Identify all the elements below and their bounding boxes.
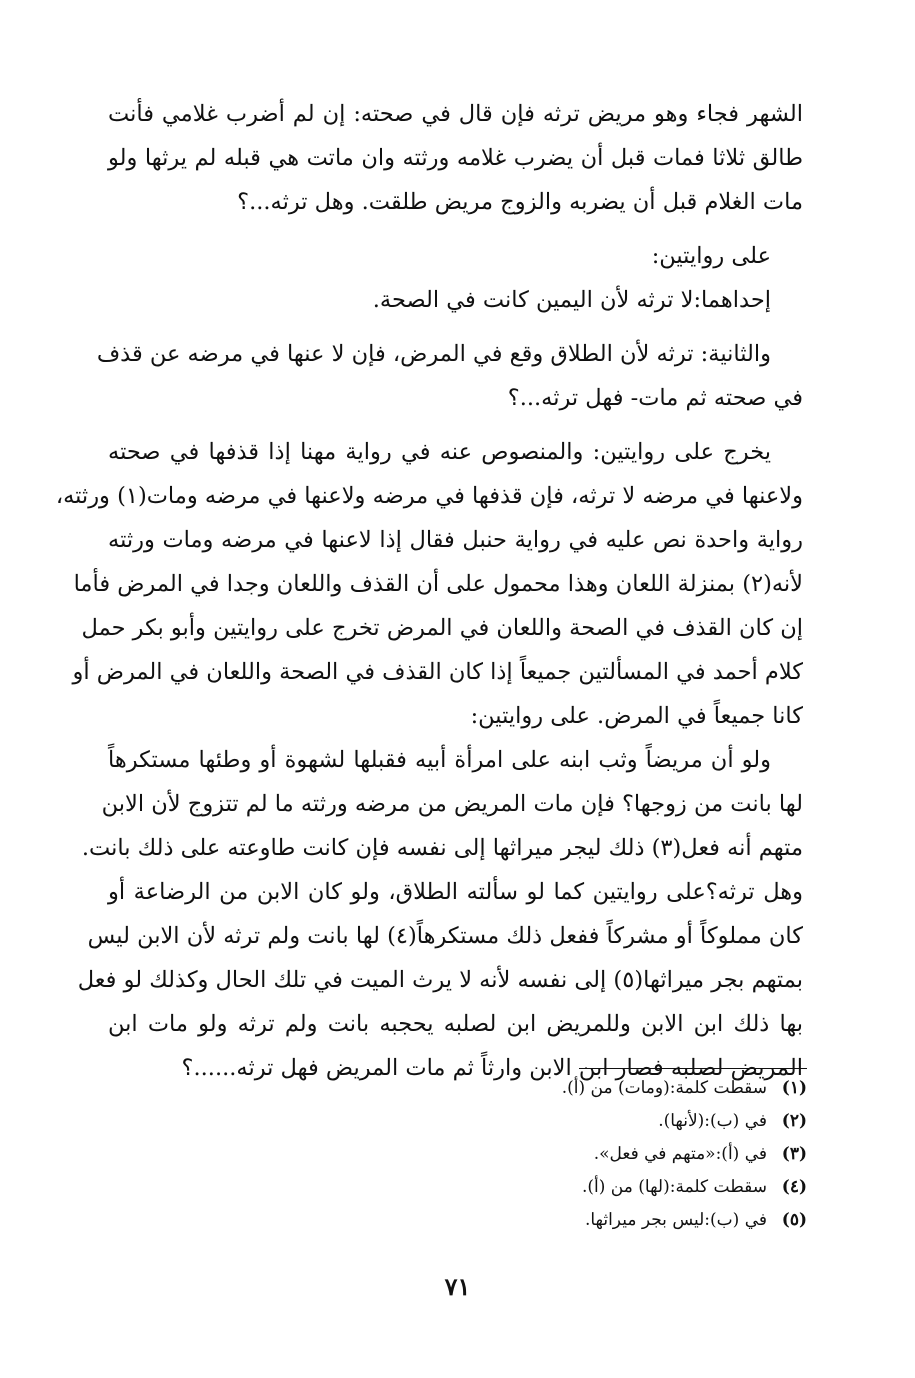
text-line: الشهر فجاء وهو مريض ترثه فإن قال في صحته: إن لم أضرب غلامي فأنت [108, 101, 803, 127]
footnote [387, 1204, 807, 1237]
paragraph-gap [108, 224, 803, 234]
footnote-number: (٢) [781, 1111, 807, 1131]
main-text [55, 92, 803, 1090]
footnote [387, 1105, 807, 1138]
text-line: رواية واحدة نص عليه في رواية حنبل فقال إذا لاعنها في مرضه ومات ورثته [108, 527, 803, 553]
text-line: كانا جميعاً في المرض. على روايتين: [470, 703, 803, 729]
text-line: طالق ثلاثا فمات قبل أن يضرب غلامه ورثته وان ماتت هي قبله لم يرثها ولو [108, 145, 803, 171]
footnote-divider [579, 1068, 807, 1069]
paragraph-gap [108, 420, 803, 430]
footnote-number: (٤) [781, 1177, 807, 1197]
text-line: إن كان القذف في الصحة واللعان في المرض تخرج على روايتين وأبو بكر حمل [81, 615, 803, 641]
text-line: وهل ترثه؟على روايتين كما لو سألته الطلاق، ولو كان الابن من الرضاعة أو [108, 879, 803, 905]
text-line: ولو أن مريضاً وثب ابنه على امرأة أبيه فقبلها لشهوة أو وطئها مستكرهاً [108, 747, 771, 773]
footnote-text: في (ب):ليس بجر ميراثها. [584, 1210, 767, 1230]
page-number: ٧١ [444, 1272, 471, 1301]
paragraph-gap [108, 322, 803, 332]
text-line: إحداهما:لا ترثه لأن اليمين كانت في الصحة. [372, 287, 771, 313]
text-line: لأنه(٢) بمنزلة اللعان وهذا محمول على أن القذف واللعان وجدا في المرض فأما [73, 571, 803, 597]
footnote [387, 1171, 807, 1204]
text-line: المريض لصلبه فصار ابن الابن وارثاً ثم مات المريض فهل ترثه......؟ [181, 1055, 803, 1081]
footnote [387, 1138, 807, 1171]
text-line: متهم أنه فعل(٣) ذلك ليجر ميراثها إلى نفسه فإن كانت طاوعته على ذلك بانت. [81, 835, 803, 861]
text-line: على روايتين: [651, 243, 771, 269]
text-line: ولاعنها في مرضه لا ترثه، فإن قذفها في مرضه ولاعنها في مرضه ومات(١) ورثته، [55, 483, 803, 509]
text-line: يخرج على روايتين: والمنصوص عنه في رواية مهنا إذا قذفها في صحته [108, 439, 771, 465]
text-line: مات الغلام قبل أن يضربه والزوج مريض طلقت. وهل ترثه...؟ [237, 189, 803, 215]
text-line: كان مملوكاً أو مشركاً ففعل ذلك مستكرهاً(٤) لها بانت ولم ترثه لأن الابن ليس [87, 923, 803, 949]
text-line: في صحته ثم مات- فهل ترثه...؟ [507, 385, 803, 411]
text-line: والثانية: ترثه لأن الطلاق وقع في المرض، فإن لا عنها في مرضه عن قذف [96, 341, 771, 367]
footnote-number: (٣) [781, 1144, 807, 1164]
footnote-number: (٥) [781, 1210, 807, 1230]
footnote-text: في (ب):(لأنها). [658, 1111, 767, 1131]
footnote [387, 1072, 807, 1105]
text-line: كلام أحمد في المسألتين جميعاً إذا كان القذف في الصحة واللعان في المرض أو [72, 659, 803, 685]
footnotes [387, 1072, 807, 1237]
text-line: لها بانت من زوجها؟ فإن مات المريض من مرضه ورثته ما لم تتزوج لأن الابن [101, 791, 803, 817]
footnote-text: في (أ):«متهم في فعل». [593, 1144, 767, 1164]
text-line: بمتهم بجر ميراثها(٥) إلى نفسه لأنه لا يرث الميت في تلك الحال وكذلك لو فعل [77, 967, 803, 993]
text-line: بها ذلك ابن الابن وللمريض ابن لصلبه يحجبه بانت ولم ترثه ولو مات ابن [108, 1011, 803, 1037]
footnote-number: (١) [781, 1078, 807, 1098]
footnote-text: سقطت كلمة:(لها) من (أ). [582, 1177, 767, 1197]
footnote-text: سقطت كلمة:(ومات) من (أ). [561, 1078, 767, 1098]
